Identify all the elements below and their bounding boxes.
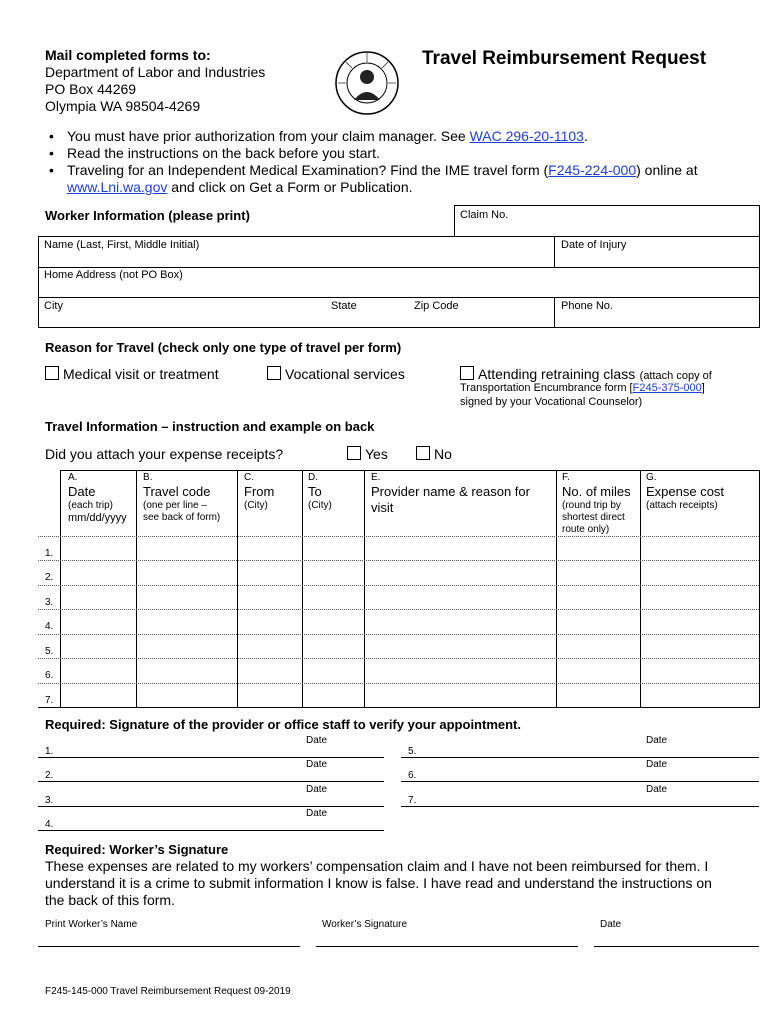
home-address-field[interactable]: Home Address (not PO Box) xyxy=(44,269,183,281)
reason-heading: Reason for Travel (check only one type of travel per form) xyxy=(45,340,402,355)
vocational-option[interactable]: Vocational services xyxy=(267,366,405,383)
provider-sig-heading: Required: Signature of the provider or office staff to verify your appointment. xyxy=(45,717,521,732)
table-row-number: 1. xyxy=(45,548,54,559)
date-label: Date xyxy=(306,808,328,819)
address-line-3: Olympia WA 98504-4269 xyxy=(45,98,201,114)
yes-checkbox[interactable] xyxy=(347,446,361,460)
bullet-authorization: • You must have prior authorization from your claim manager. See WAC 296-20-1103. xyxy=(45,128,745,145)
receipts-question: Did you attach your expense receipts? xyxy=(45,446,284,462)
zip-field[interactable]: Zip Code xyxy=(414,300,459,312)
city-field[interactable]: City xyxy=(44,300,63,312)
print-name-line[interactable] xyxy=(38,946,300,947)
lni-website-link[interactable]: www.Lni.wa.gov xyxy=(67,179,168,195)
retraining-note: Transportation Encumbrance form [F245-375-000] xyxy=(460,382,705,394)
worker-sig-heading: Required: Worker’s Signature xyxy=(45,842,229,857)
ime-form-link[interactable]: F245-224-000 xyxy=(548,162,637,178)
address-line-1: Department of Labor and Industries xyxy=(45,64,266,80)
medical-visit-option[interactable]: Medical visit or treatment xyxy=(45,366,219,383)
date-of-injury-field[interactable]: Date of Injury xyxy=(561,239,627,251)
date-label: Date xyxy=(646,784,668,795)
claim-no-field[interactable]: Claim No. xyxy=(460,209,509,221)
worker-attestation: These expenses are related to my workers’ compensation claim and I have not been reimbursed for them. I understand it is a crime to submit information I know is false. I have read and understand the instructions on the back of this form. xyxy=(45,858,712,908)
print-name-label: Print Worker’s Name xyxy=(45,919,138,930)
name-field[interactable]: Name (Last, First, Middle Initial) xyxy=(44,239,200,251)
column-e-header: E. Provider name & reason for visit xyxy=(371,472,530,515)
provider-sig-line-4[interactable]: 4. xyxy=(45,819,54,830)
encumbrance-form-link[interactable]: F245-375-000 xyxy=(632,382,702,394)
mail-label: Mail completed forms to: xyxy=(45,47,211,63)
provider-sig-line-7[interactable]: 7. xyxy=(408,795,417,806)
receipts-yes-option[interactable]: Yes xyxy=(347,446,388,463)
instructions-list xyxy=(45,128,745,196)
column-d-header: D. To (City) xyxy=(308,472,332,511)
date-label: Date xyxy=(646,759,668,770)
vocational-checkbox[interactable] xyxy=(267,366,281,380)
provider-sig-line-3[interactable]: 3. xyxy=(45,795,54,806)
travel-info-heading: Travel Information – instruction and example on back xyxy=(45,419,375,434)
no-checkbox[interactable] xyxy=(416,446,430,460)
phone-field[interactable]: Phone No. xyxy=(561,300,613,312)
worker-info-heading: Worker Information (please print) xyxy=(45,208,250,223)
table-row-number: 3. xyxy=(45,597,54,608)
bullet-ime: • Traveling for an Independent Medical Examination? Find the IME travel form (F245-224-000) online at www.Lni.wa.gov and click on Get a Form or Publication. xyxy=(45,162,745,196)
wac-link[interactable]: WAC 296-20-1103 xyxy=(469,128,584,144)
provider-sig-line-1[interactable]: 1. xyxy=(45,746,54,757)
date-label: Date xyxy=(306,784,328,795)
provider-sig-line-6[interactable]: 6. xyxy=(408,770,417,781)
sig-date-label: Date xyxy=(600,919,622,930)
receipts-no-option[interactable]: No xyxy=(416,446,452,463)
column-a-header: A. Date (each trip) mm/dd/yyyy xyxy=(68,472,127,524)
form-number-footer: F245-145-000 Travel Reimbursement Request 09-2019 xyxy=(45,986,291,997)
provider-sig-line-2[interactable]: 2. xyxy=(45,770,54,781)
retraining-note-2: signed by your Vocational Counselor) xyxy=(460,396,643,408)
form-title: Travel Reimbursement Request xyxy=(422,48,707,69)
table-row-number: 6. xyxy=(45,670,54,681)
provider-sig-line-5[interactable]: 5. xyxy=(408,746,417,757)
date-label: Date xyxy=(306,735,328,746)
state-field[interactable]: State xyxy=(331,300,357,312)
table-row-number: 5. xyxy=(45,646,54,657)
bullet-read-instructions: • Read the instructions on the back before you start. xyxy=(45,145,745,162)
column-f-header: F. No. of miles (round trip by shortest direct route only) xyxy=(562,472,631,535)
signature-label: Worker’s Signature xyxy=(322,919,408,930)
table-row-number: 2. xyxy=(45,572,54,583)
sig-date-line[interactable] xyxy=(594,946,759,947)
signature-line[interactable] xyxy=(316,946,578,947)
retraining-checkbox[interactable] xyxy=(460,366,474,380)
medical-checkbox[interactable] xyxy=(45,366,59,380)
retraining-option[interactable]: Attending retraining class (attach copy of xyxy=(460,366,760,384)
date-label: Date xyxy=(646,735,668,746)
column-b-header: B. Travel code (one per line – see back of form) xyxy=(143,472,221,523)
address-line-2: PO Box 44269 xyxy=(45,81,137,97)
table-row-number: 7. xyxy=(45,695,54,706)
column-c-header: C. From (City) xyxy=(244,472,275,511)
table-row-number: 4. xyxy=(45,621,54,632)
column-g-header: G. Expense cost (attach receipts) xyxy=(646,472,725,511)
date-label: Date xyxy=(306,759,328,770)
state-seal xyxy=(334,50,400,116)
